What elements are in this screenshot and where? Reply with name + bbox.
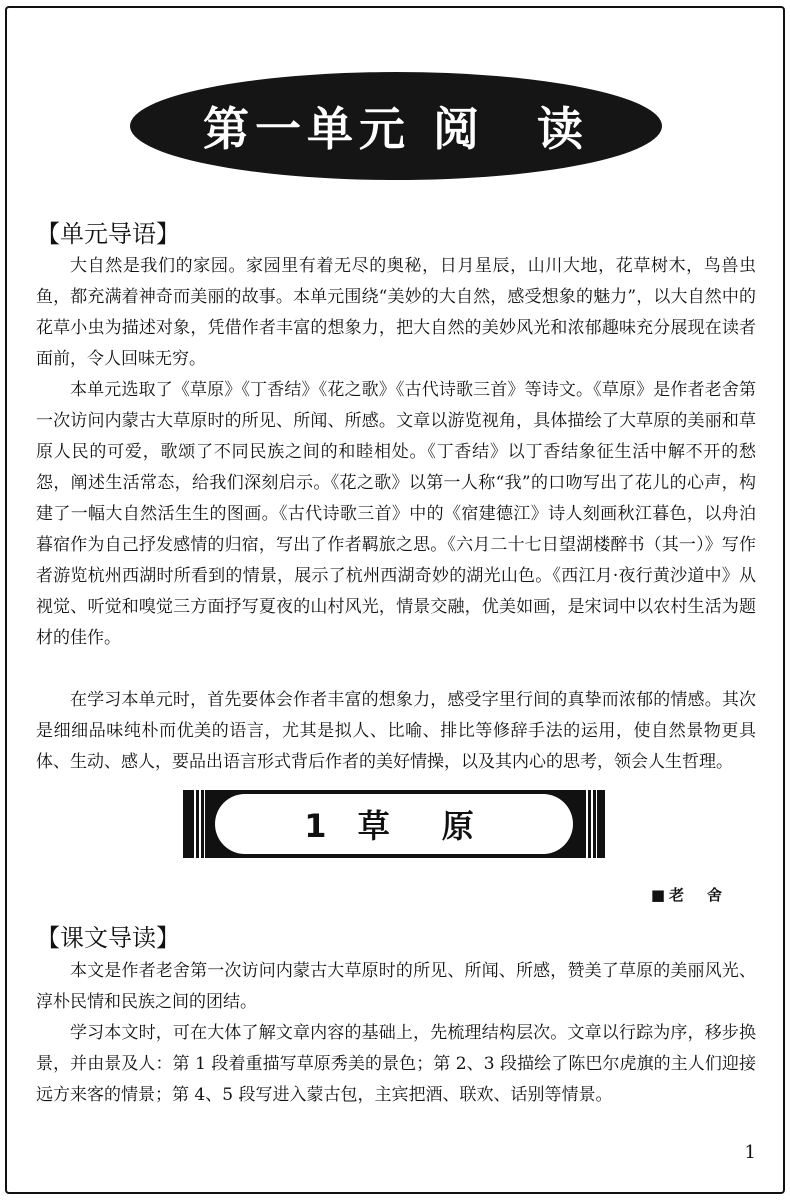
unit-intro-heading: 【单元导语】 [36,220,180,248]
unit-intro-paragraph-1: 大自然是我们的家园。家园里有着无尽的奥秘，日月星辰，山川大地，花草树木，鸟兽虫鱼，都充满着神奇而美丽的故事。本单元围绕“美妙的大自然，感受想象的魅力”，以大自然中的花草小虫为描述对象，凭借作者丰富的想象力，把大自然的美妙风光和浓郁趣味充分展现在读者面前，令人回味无穷。 [36,256,756,369]
unit-title-banner [130,72,662,180]
unit-intro-paragraph-2: 本单元选取了《草原》《丁香结》《花之歌》《古代诗歌三首》等诗文。《草原》是作者老舍第一次访问内蒙古大草原时的所见、所闻、所感。文章以游览视角，具体描绘了大草原的美丽和草原人民的可爱，歌颂了不同民族之间的和睦相处。《丁香结》以丁香结象征生活中解不开的愁怨，阐述生活常态，给我们深刻启示。《花之歌》以第一人称“我”的口吻写出了花儿的心声，构建了一幅大自然活生生的图画。《古代诗歌三首》中的《宿建德江》诗人刻画秋江暮色，以舟泊暮宿作为自己抒发感情的归宿，写出了作者羁旅之思。《六月二十七日望湖楼醉书（其一）》写作者游览杭州西湖时所看到的情景，展示了杭州西湖奇妙的湖光山色。《西江月·夜行黄沙道中》从视觉、听觉和嗅觉三方面抒写夏夜的山村风光，情景交融，优美如画，是宋词中以农村生活为题材的佳作。 [36,380,756,648]
lesson-title: 1 草 原 [304,807,484,845]
unit-title: 第一单元 阅 读 [202,102,589,156]
banner-stripe-right [583,790,597,858]
lesson-author: ■老 舍 [650,886,726,904]
lesson-intro-heading: 【课文导读】 [36,924,180,952]
banner-stripe-left [191,790,205,858]
banner-scroll [215,794,573,854]
page-number: 1 [744,1142,756,1163]
lesson-title-banner [183,790,605,858]
lesson-intro-paragraph-2: 学习本文时，可在大体了解文章内容的基础上，先梳理结构层次。文章以行踪为序，移步换景，并由景及人：第 1 段着重描写草原秀美的景色；第 2、3 段描绘了陈巴尔虎旗的主人们迎接远方来客的情景；第 4、5 段写进入蒙古包，主宾把酒、联欢、话别等情景。 [36,1023,756,1105]
lesson-intro-paragraph-1: 本文是作者老舍第一次访问内蒙古大草原时的所见、所闻、所感，赞美了草原的美丽风光、淳朴民情和民族之间的团结。 [36,961,756,1012]
unit-intro-paragraph-3: 在学习本单元时，首先要体会作者丰富的想象力，感受字里行间的真挚而浓郁的情感。其次是细细品味纯朴而优美的语言，尤其是拟人、比喻、排比等修辞手法的运用，使自然景物更具体、生动、感人，要品出语言形式背后作者的美好情操，以及其内心的思考，领会人生哲理。 [36,690,756,772]
